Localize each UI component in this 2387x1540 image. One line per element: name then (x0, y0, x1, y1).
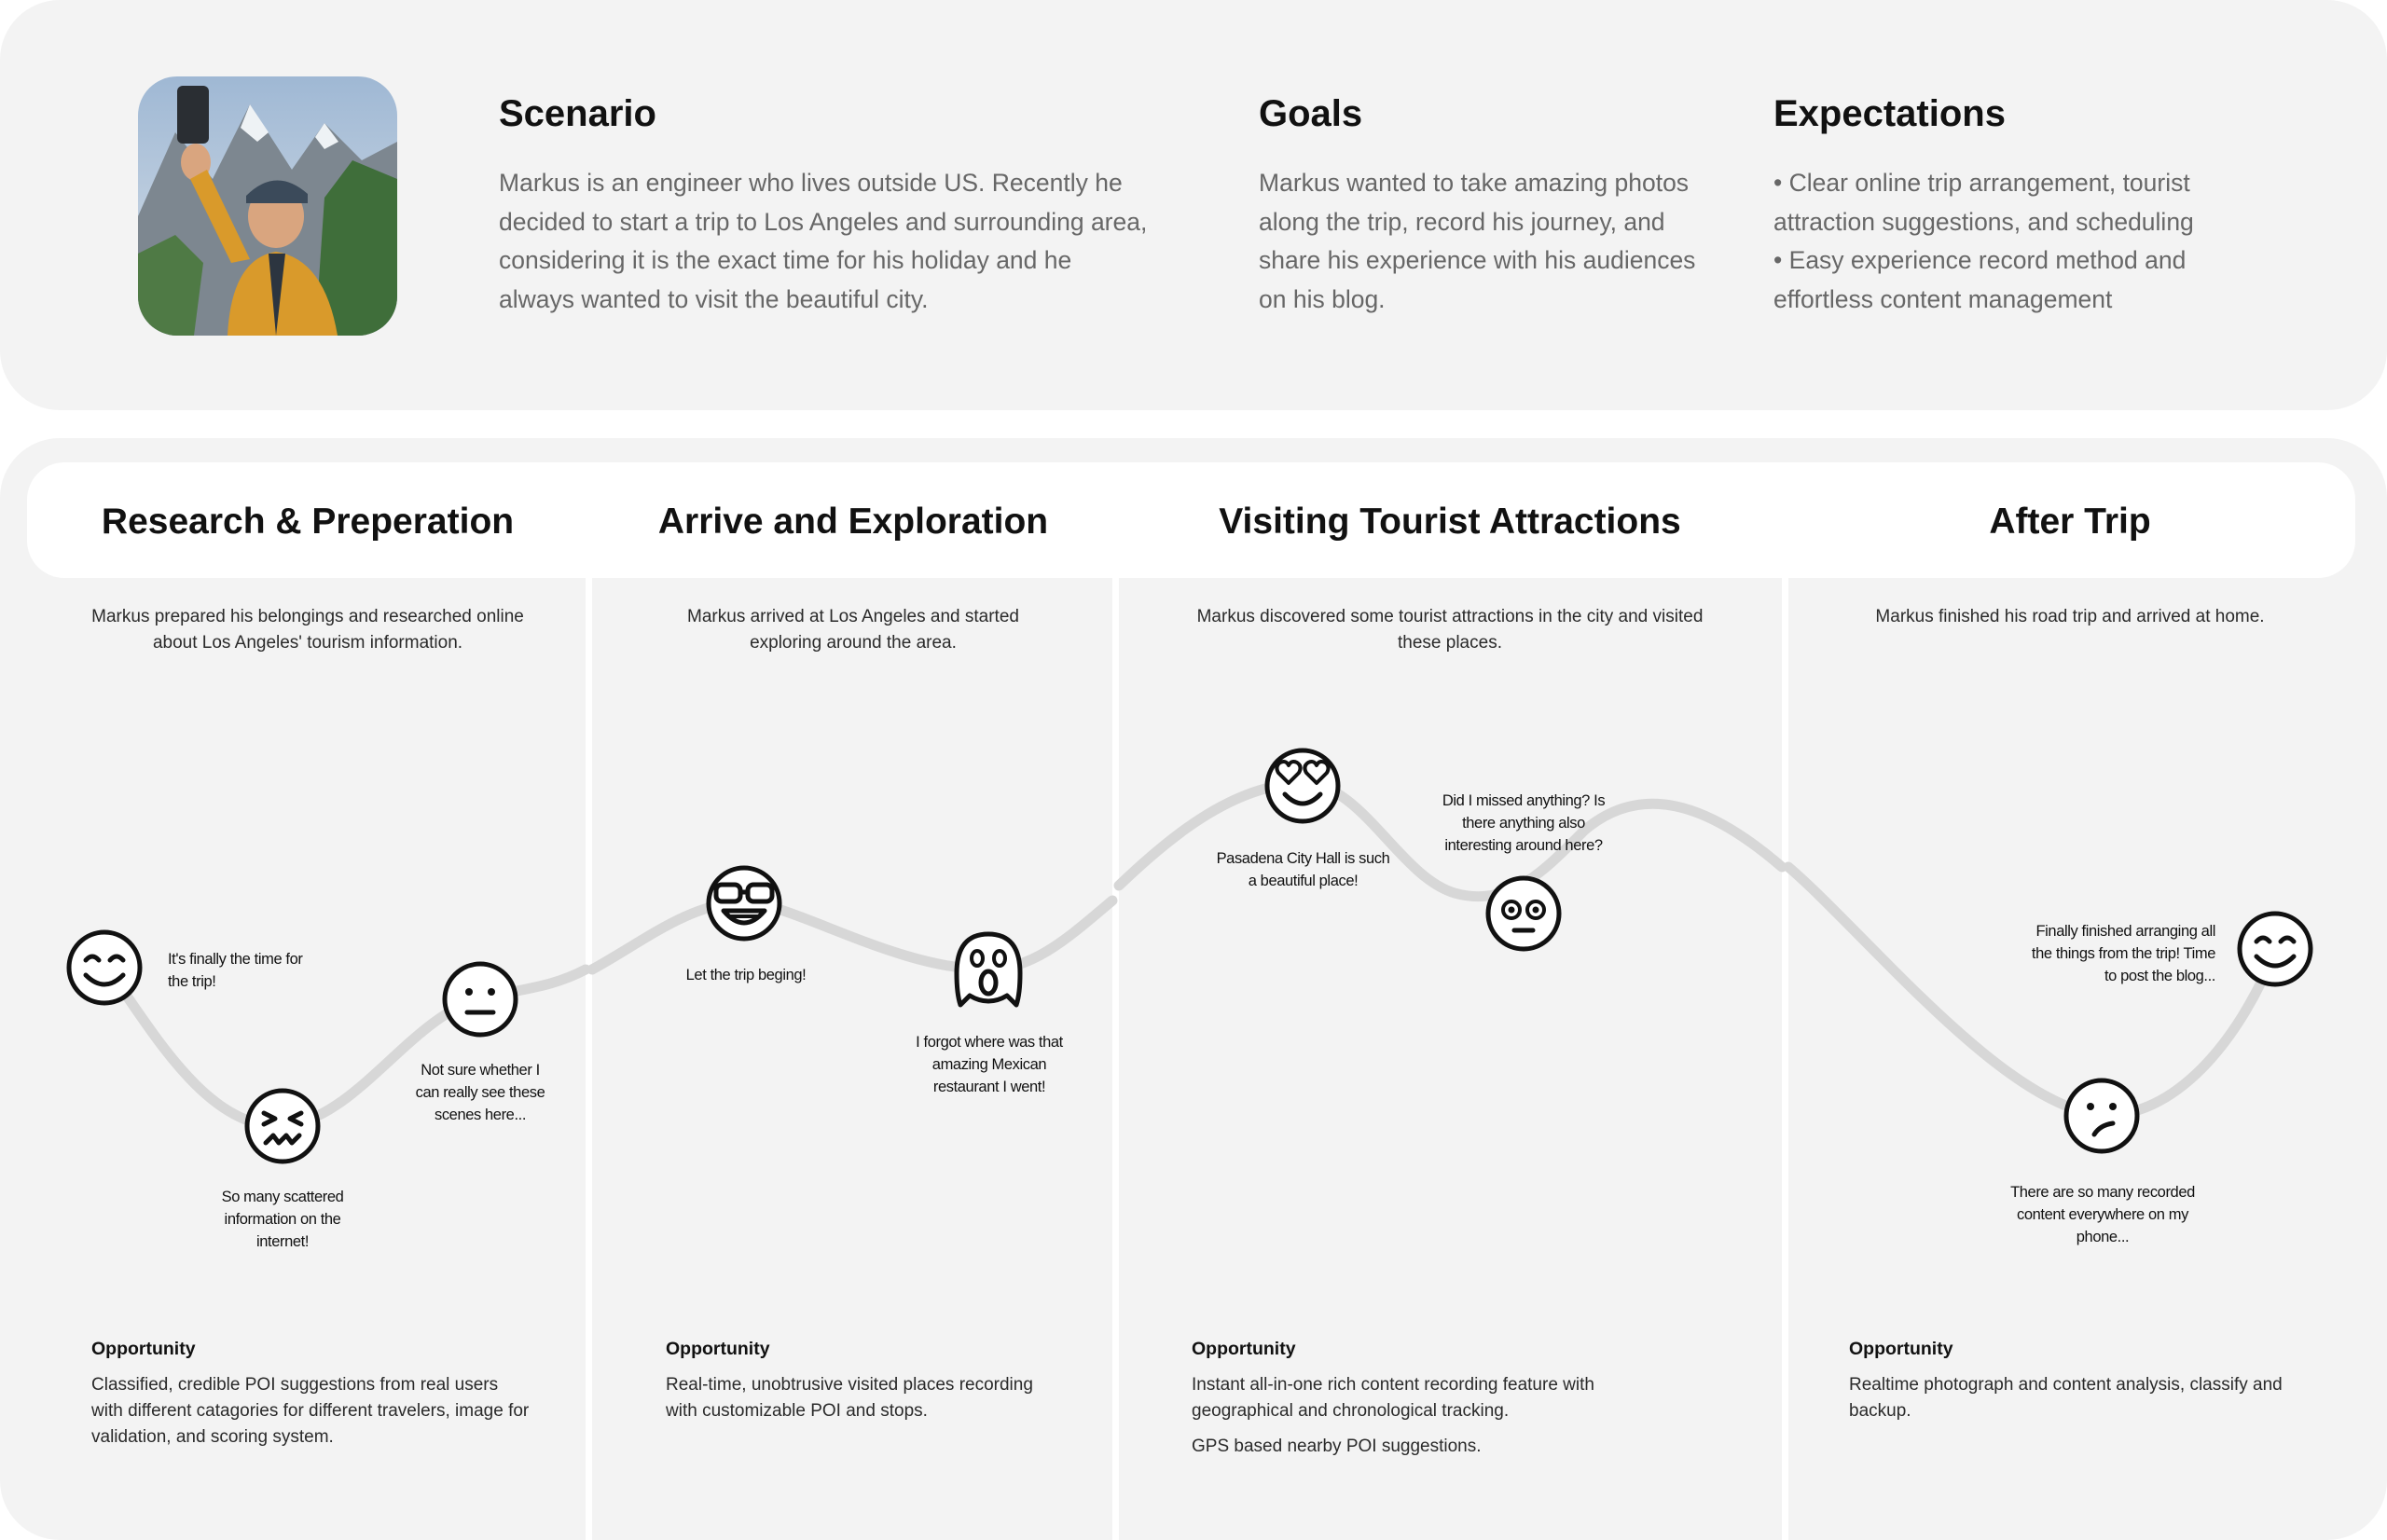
emotion-note: So many scattered information on the internet! (221, 1189, 344, 1250)
stage-title-arrive: Arrive and Exploration (657, 502, 1049, 542)
opportunity-item: Real-time, unobtrusive visited places recording with customizable POI and stops. (666, 1375, 1033, 1421)
scenario-text: Markus is an engineer who lives outside US. Recently he decided to start a trip to Los Angeles and surrounding area, considering it is the exact time for his holiday and he always wanted to visit the beautiful city. (499, 169, 1148, 313)
opportunity-item: Instant all-in-one rich content recording feature with geographical and chronological tracking. (1192, 1375, 1594, 1421)
opportunity-text (1849, 1372, 2306, 1424)
screaming-face-icon (949, 928, 1028, 1011)
stage-description: Markus discovered some tourist attractions in the city and visited these places. (1196, 607, 1704, 653)
opportunity-title: Opportunity (1192, 1339, 1296, 1359)
stage-description: Markus prepared his belongings and researched online about Los Angeles' tourism information. (91, 607, 524, 653)
goals-title: Goals (1259, 93, 1363, 134)
opportunity-title: Opportunity (666, 1339, 770, 1359)
smiling-face-icon (65, 928, 144, 1007)
emotion-note: It's finally the time for the trip! (168, 951, 303, 990)
opportunity-text (1192, 1372, 1676, 1460)
stage-title-visiting: Visiting Tourist Attractions (1219, 502, 1681, 542)
nerd-grinning-face-icon (705, 864, 783, 942)
emotion-note: There are so many recorded content everywhere on my phone... (2010, 1184, 2195, 1245)
opportunity-title: Opportunity (1849, 1339, 1953, 1359)
emotion-note: Let the trip beging! (685, 967, 807, 983)
emotion-note: Did I missed anything? Is there anything also interesting around here? (1442, 792, 1606, 854)
opportunity-title: Opportunity (91, 1339, 196, 1359)
opportunity-item: GPS based nearby POI suggestions. (1192, 1437, 1482, 1456)
confounded-face-icon (243, 1087, 322, 1165)
opportunity-text (91, 1372, 530, 1451)
expectations-title: Expectations (1773, 93, 2006, 134)
smiling-face-icon (2236, 910, 2314, 988)
scenario-title: Scenario (499, 93, 656, 134)
expectation-item: • Clear online trip arrangement, tourist attraction suggestions, and scheduling (1773, 169, 2194, 236)
stage-title-research: Research & Preperation (101, 502, 515, 542)
opportunity-item: Classified, credible POI suggestions from real users with different catagories for different travelers, image for validation, and scoring system. (91, 1375, 530, 1447)
emotion-note: Pasadena City Hall is such a beautiful place! (1216, 850, 1390, 889)
emotion-note: I forgot where was that amazing Mexican restaurant I went! (916, 1034, 1063, 1095)
goals-text: Markus wanted to take amazing photos along the trip, record his journey, and share his experience with his audiences on his blog. (1259, 169, 1696, 313)
expectation-item: • Easy experience record method and effortless content management (1773, 246, 2187, 313)
stage-description: Markus finished his road trip and arrived at home. (1875, 607, 2265, 626)
heart-eyes-face-icon (1262, 746, 1343, 826)
opportunity-item: Realtime photograph and content analysis, classify and backup. (1849, 1375, 2283, 1421)
neutral-face-icon (441, 960, 519, 1038)
flushed-face-icon (1484, 874, 1563, 953)
emotion-note: Finally finished arranging all the things from the trip! Time to post the blog... (2031, 923, 2215, 984)
opportunity-text (666, 1372, 1057, 1424)
confused-face-icon (2063, 1077, 2141, 1155)
stage-description: Markus arrived at Los Angeles and started exploring around the area. (687, 607, 1019, 653)
stage-title-after-trip: After Trip (1989, 502, 2151, 542)
emotion-note: Not sure whether I can really see these scenes here... (415, 1062, 545, 1123)
